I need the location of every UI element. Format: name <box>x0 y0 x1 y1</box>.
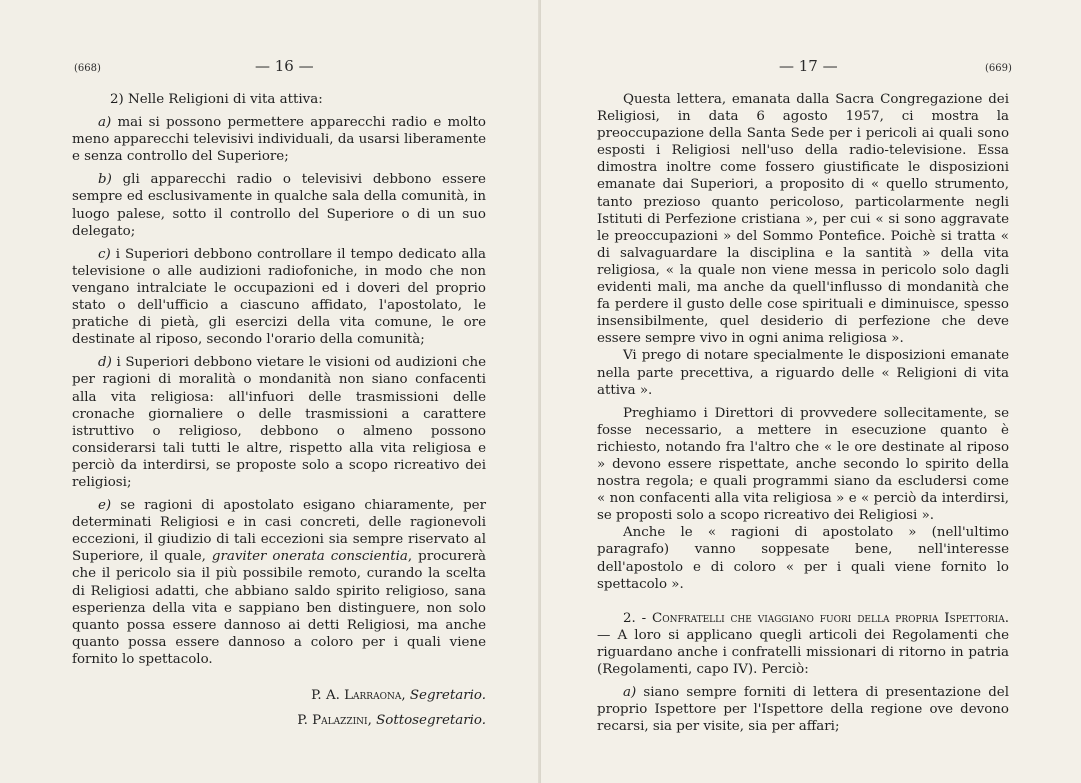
signature-secretary: P. A. Larraona, Segretario. <box>311 688 486 703</box>
left-page-reference-number: (668) <box>74 63 101 74</box>
list-item-a-travel: a) siano sempre forniti di lettera di presentazione del proprio Ispettore per l'Ispettore della regione ove devono recarsi, sia per visite, sia per affari; <box>597 685 1009 735</box>
right-page-reference-number: (669) <box>985 63 1012 74</box>
left-page-number: — 16 — <box>255 57 314 75</box>
paragraph-apostolate-reasons: Anche le « ragioni di apostolato » (nell'ultimo paragrafo) vanno soppesate bene, nell'interesse dell'apostolo e di coloro « per i quali viene fornito lo spettacolo ». <box>597 525 1009 592</box>
right-page-number: — 17 — <box>779 57 838 75</box>
list-item-a: a) mai si possono permettere apparecchi radio e molto meno apparecchi televisivi individuali, da usarsi liberamente e senza controllo del Superiore; <box>72 115 486 165</box>
paragraph-letter-commentary: Questa lettera, emanata dalla Sacra Congregazione dei Religiosi, in data 6 agosto 1957, ci mostra la preoccupazione della Santa Sede per i pericoli ai quali sono esposti i Religiosi nell'uso della radio-televisione. Essa dimostra inoltre come fossero giustificate le disposizioni emanate dai Superiori, a proposito di « quello strumento, tanto prezioso quanto pericoloso, particolarmente negli Istituti di Perfezione cristiana », per cui « si sono aggravate le preoccupazioni » del Sommo Pontefice. Poichè si tratta « di salvaguardare la disciplina e la santità » della vita religiosa, « la quale non viene messa in pericolo solo dagli evidenti mali, ma anche da quell'influsso di mondanità che fa perdere il gusto delle cose spirituali e diminuisce, spesso insensibilmente, quel desiderio di perfezione che deve essere sempre vivo in ogni anima religiosa ». <box>597 92 1009 347</box>
section-heading: 2) Nelle Religioni di vita attiva: <box>110 92 323 107</box>
left-page <box>0 0 540 783</box>
list-item-d: d) i Superiori debbono vietare le visioni od audizioni che per ragioni di moralità o mondanità non siano confacenti alla vita religiosa: all'infuori delle trasmissioni delle cronache giornaliere o delle trasmissioni a carattere istruttivo o religioso, debbono o almeno possono considerarsi tali tutti le altre, rispetto alla vita religiosa e perciò da interdirsi, se proposte solo a scopo ricreativo dei religiosi; <box>72 355 486 490</box>
list-item-b: b) gli apparecchi radio o televisivi debbono essere sempre ed esclusivamente in qualche sala della comunità, in luogo palese, sotto il controllo del Superiore o di un suo delegato; <box>72 172 486 239</box>
list-item-e: e) se ragioni di apostolato esigano chiaramente, per determinati Religiosi e in casi concreti, delle ragionevoli eccezioni, il giudizio di tali eccezioni sia sempre riservato al Superiore, il quale, graviter onerata conscientia, procurerà che il pericolo sia il più possibile remoto, curando la scelta di Religiosi adatti, che abbiano saldo spirito religioso, sana esperienza della vita e sappiano ben distinguere, non solo quanto possa essere dannoso ai detti Religiosi, ma anche quanto possa essere dannoso a coloro per i quali viene fornito lo spettacolo. <box>72 498 486 667</box>
right-page <box>541 0 1081 783</box>
paragraph-note-dispositions: Vi prego di notare specialmente le disposizioni emanate nella parte precettiva, a riguardo delle « Religioni di vita attiva ». <box>597 348 1009 398</box>
section-2-confratelli: 2. - Confratelli che viaggiano fuori della propria Ispettoria. — A loro si applicano quegli articoli dei Regolamenti che riguardano anche i confratelli missionari di ritorno in patria (Regolamenti, capo IV). Perciò: <box>597 610 1009 677</box>
right-page-body <box>597 91 1009 735</box>
signature-undersecretary: P. Palazzini, Sottosegretario. <box>297 713 486 729</box>
paragraph-directors-request: Preghiamo i Direttori di provvedere sollecitamente, se fosse necessario, a mettere in esecuzione quanto è richiesto, notando fra l'altro che « le ore destinate al riposo » devono essere rispettate, anche secondo lo spirito della nostra regola; e quali programmi siano da escludersi come « non confacenti alla vita religiosa » e « perciò da interdirsi, se proposti solo a scopo ricreativo dei Religiosi ». <box>597 405 1009 524</box>
list-item-c: c) i Superiori debbono controllare il tempo dedicato alla televisione o alle audizioni radiofoniche, in modo che non vengano intralciate le occupazioni ed i doveri del proprio stato o dell'ufficio a ciascuno affidato, l'apostolato, le pratiche di pietà, gli esercizi della vita comune, le ore destinate al riposo, secondo l'orario della comunità; <box>72 246 486 348</box>
left-page-body <box>72 91 486 729</box>
